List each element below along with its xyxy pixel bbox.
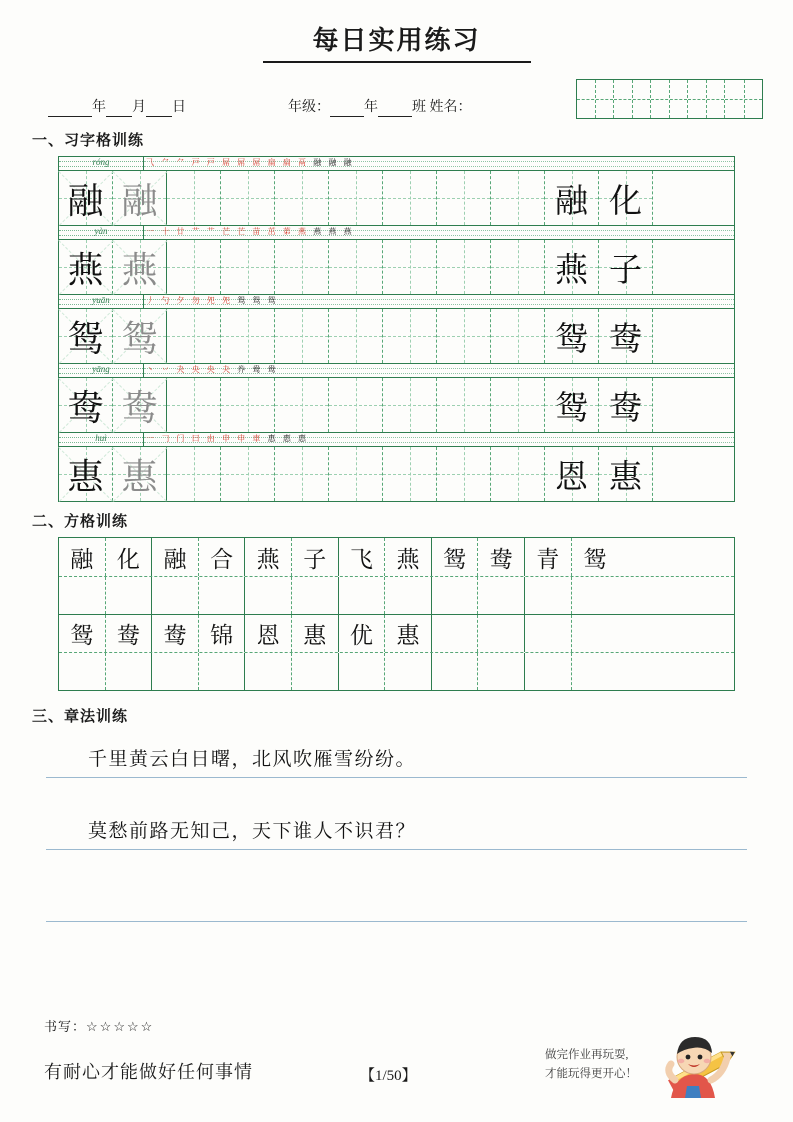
square-char: 青 xyxy=(536,546,560,572)
square-cell-blank[interactable] xyxy=(245,653,292,690)
blank-cell[interactable] xyxy=(167,378,221,432)
square-cell-blank[interactable] xyxy=(59,577,106,614)
pinyin-text: huì xyxy=(95,433,107,443)
trace-char: 融 xyxy=(121,180,158,221)
square-char: 优 xyxy=(349,623,373,648)
blank-cell[interactable] xyxy=(221,309,275,363)
sentence-practice-section xyxy=(46,732,747,922)
sentence-line[interactable] xyxy=(46,804,747,850)
square-cell xyxy=(152,615,199,652)
square-cell xyxy=(478,538,525,576)
pinyin-cell xyxy=(59,433,144,446)
square-cell xyxy=(245,615,292,652)
square-cell xyxy=(245,538,292,576)
square-cell xyxy=(339,615,386,652)
page-title: 每日实用练习 xyxy=(312,26,481,55)
square-cell-blank[interactable] xyxy=(385,577,432,614)
square-cell xyxy=(199,538,246,576)
square-cell xyxy=(432,538,479,576)
word-char: 鸳 xyxy=(555,390,588,427)
square-cell-blank[interactable] xyxy=(572,615,619,652)
word-char: 鸳 xyxy=(555,321,588,358)
header-row xyxy=(30,73,763,121)
square-cell-blank[interactable] xyxy=(478,615,525,652)
word-cell xyxy=(545,171,599,225)
trace-char-cell[interactable] xyxy=(113,240,167,294)
name-grid-cell[interactable] xyxy=(725,80,762,118)
square-cell xyxy=(525,538,572,576)
square-cell-blank[interactable] xyxy=(525,615,572,652)
section-3-heading: 三、章法训练 xyxy=(32,709,129,725)
square-char: 惠 xyxy=(303,623,327,648)
blank-cell[interactable] xyxy=(491,378,545,432)
square-grid-row xyxy=(59,614,734,652)
square-char: 融 xyxy=(70,546,94,572)
blank-cell[interactable] xyxy=(437,447,491,501)
pinyin-cell xyxy=(59,364,144,377)
date-day-blank[interactable] xyxy=(146,100,172,117)
blank-cells[interactable] xyxy=(167,378,734,432)
trace-char-cell[interactable] xyxy=(113,171,167,225)
square-grid-row xyxy=(59,538,734,576)
word-cell xyxy=(545,240,599,294)
blank-cell[interactable] xyxy=(167,447,221,501)
square-cell-blank[interactable] xyxy=(245,577,292,614)
blank-cell[interactable] xyxy=(437,240,491,294)
model-char: 融 xyxy=(67,180,104,221)
blank-cell[interactable] xyxy=(221,171,275,225)
name-grid-cell[interactable] xyxy=(688,80,725,118)
stroke-order-text: ⺄ ⺈ ⺈ 戸 戸 屌 屌 屌 扁 扁 鬲 融 融 融 xyxy=(146,158,355,167)
section-1-heading: 一、习字格训练 xyxy=(32,133,145,149)
square-char: 燕 xyxy=(256,546,280,572)
word-cell xyxy=(599,171,653,225)
square-char: 子 xyxy=(303,546,327,572)
square-cell xyxy=(59,538,106,576)
model-char: 鸯 xyxy=(67,387,104,428)
stroke-order-text: 丶 丷 夬 央 央 夬 奍 鸯 鸯 xyxy=(146,365,279,374)
pinyin-text: yàn xyxy=(94,226,108,236)
square-char: 惠 xyxy=(396,623,420,648)
blank-cell[interactable] xyxy=(491,309,545,363)
square-char: 恩 xyxy=(256,623,280,648)
date-month-blank[interactable] xyxy=(106,100,132,117)
square-grid-row-blank[interactable] xyxy=(59,576,734,614)
word-char: 鸯 xyxy=(609,321,642,358)
blank-cells[interactable] xyxy=(167,447,734,501)
blank-cell[interactable] xyxy=(437,171,491,225)
word-cell xyxy=(599,447,653,501)
word-cell xyxy=(599,378,653,432)
practice-row xyxy=(59,432,734,501)
square-cell-blank[interactable] xyxy=(292,653,339,690)
word-cell xyxy=(599,309,653,363)
square-char: 飞 xyxy=(349,546,373,572)
square-grid-section xyxy=(58,537,735,691)
trace-char-cell[interactable] xyxy=(113,378,167,432)
stroke-order-band xyxy=(144,433,734,446)
blank-cell[interactable] xyxy=(491,171,545,225)
stroke-order-band xyxy=(144,364,734,377)
date-field xyxy=(48,96,186,121)
mascot-illustration xyxy=(641,1024,753,1104)
slogan-line-1: 做完作业再玩耍, xyxy=(545,1049,629,1061)
pinyin-cell xyxy=(59,226,144,239)
word-char: 惠 xyxy=(609,459,642,496)
square-char: 锦 xyxy=(210,623,234,648)
blank-cell[interactable] xyxy=(221,240,275,294)
square-char: 鸳 xyxy=(70,623,94,648)
class-unit: 班 xyxy=(412,100,426,115)
footer-slogan xyxy=(545,1046,637,1084)
square-char: 鸳 xyxy=(443,546,467,572)
square-cell-blank[interactable] xyxy=(106,577,153,614)
word-char: 燕 xyxy=(555,252,588,289)
model-char-cell xyxy=(59,447,113,501)
pinyin-text: yāng xyxy=(92,364,110,374)
character-band xyxy=(59,447,734,501)
square-cell-blank[interactable] xyxy=(339,577,386,614)
square-cell-blank[interactable] xyxy=(478,653,525,690)
square-char: 鸯 xyxy=(116,623,140,648)
square-cell xyxy=(292,615,339,652)
blank-cell[interactable] xyxy=(221,378,275,432)
pinyin-stroke-band xyxy=(59,226,734,240)
trace-char-cell[interactable] xyxy=(113,447,167,501)
square-cell-blank[interactable] xyxy=(199,577,246,614)
grade-unit: 年 xyxy=(364,100,378,115)
model-char-cell xyxy=(59,240,113,294)
class-blank[interactable] xyxy=(378,100,412,117)
square-cell-blank[interactable] xyxy=(432,653,479,690)
sentence-text: 千里黄云白日曙，北风吹雁雪纷纷。 xyxy=(88,749,417,770)
pinyin-stroke-band xyxy=(59,295,734,309)
section-2-heading: 二、方格训练 xyxy=(32,514,129,530)
practice-row xyxy=(59,363,734,432)
square-cell xyxy=(59,615,106,652)
character-band xyxy=(59,309,734,363)
stroke-order-band xyxy=(144,226,734,239)
square-cell-blank[interactable] xyxy=(432,577,479,614)
square-cell xyxy=(385,538,432,576)
blank-cell[interactable] xyxy=(329,309,383,363)
stroke-order-text: 丿 勺 夕 勿 夗 夗 鸳 鸳 鸳 xyxy=(146,296,279,305)
model-char: 鸳 xyxy=(67,318,104,359)
word-char: 融 xyxy=(555,183,588,220)
word-cell xyxy=(545,309,599,363)
word-char: 化 xyxy=(609,183,642,220)
square-cell-blank[interactable] xyxy=(59,653,106,690)
blank-cell[interactable] xyxy=(329,378,383,432)
square-char: 鸯 xyxy=(489,546,513,572)
line-gap xyxy=(46,850,747,876)
square-cell-blank[interactable] xyxy=(339,653,386,690)
blank-cells[interactable] xyxy=(167,240,734,294)
square-cell xyxy=(292,538,339,576)
blank-cell[interactable] xyxy=(383,378,437,432)
trace-char: 惠 xyxy=(121,456,158,497)
square-cell xyxy=(572,538,619,576)
blank-cell[interactable] xyxy=(383,240,437,294)
square-cell-blank[interactable] xyxy=(152,653,199,690)
square-char: 鸳 xyxy=(583,546,607,572)
square-char: 合 xyxy=(210,546,234,572)
square-cell-blank[interactable] xyxy=(106,653,153,690)
square-cell xyxy=(106,615,153,652)
character-band xyxy=(59,240,734,294)
model-char: 惠 xyxy=(67,456,104,497)
square-cell xyxy=(385,615,432,652)
blank-cell[interactable] xyxy=(167,240,221,294)
square-char: 融 xyxy=(163,546,187,572)
name-grid-cell[interactable] xyxy=(614,80,651,118)
square-cell-blank[interactable] xyxy=(152,577,199,614)
blank-cell[interactable] xyxy=(167,309,221,363)
blank-cell[interactable] xyxy=(437,309,491,363)
trace-char-cell[interactable] xyxy=(113,309,167,363)
blank-cell[interactable] xyxy=(491,240,545,294)
blank-cells[interactable] xyxy=(167,309,734,363)
square-cell xyxy=(199,615,246,652)
word-cell xyxy=(545,447,599,501)
model-char-cell xyxy=(59,378,113,432)
sentence-line[interactable] xyxy=(46,732,747,778)
title-underline xyxy=(263,61,531,63)
date-month-label: 月 xyxy=(132,100,146,115)
model-char-cell xyxy=(59,309,113,363)
word-cell xyxy=(599,240,653,294)
practice-grid-section xyxy=(58,156,735,502)
date-day-label: 日 xyxy=(172,100,186,115)
name-label: 姓名： xyxy=(429,100,472,115)
model-char-cell xyxy=(59,171,113,225)
word-char: 鸯 xyxy=(609,390,642,427)
date-year-label: 年 xyxy=(92,100,106,115)
model-char: 燕 xyxy=(67,249,104,290)
blank-cell[interactable] xyxy=(383,309,437,363)
blank-cell[interactable] xyxy=(275,240,329,294)
trace-char: 燕 xyxy=(121,249,158,290)
footer xyxy=(30,1016,763,1108)
word-cell xyxy=(545,378,599,432)
word-char: 恩 xyxy=(555,459,588,496)
blank-cell[interactable] xyxy=(167,171,221,225)
square-cell-blank[interactable] xyxy=(385,653,432,690)
practice-row xyxy=(59,157,734,225)
blank-cell[interactable] xyxy=(221,447,275,501)
pinyin-cell xyxy=(59,157,144,170)
stroke-order-text: 一 十 廿 艹 艹 芒 芒 苗 茁 苐 燕 燕 燕 燕 xyxy=(146,227,355,236)
blank-cell[interactable] xyxy=(329,447,383,501)
square-grid-row-blank[interactable] xyxy=(59,652,734,690)
square-cell-blank[interactable] xyxy=(525,577,572,614)
pinyin-cell xyxy=(59,295,144,308)
square-cell xyxy=(339,538,386,576)
grade-label: 年级： xyxy=(288,100,330,115)
square-cell xyxy=(152,538,199,576)
sentence-line-blank[interactable] xyxy=(46,876,747,922)
blank-cell[interactable] xyxy=(275,309,329,363)
grade-class-name-field xyxy=(288,96,472,121)
page-number: 【1/50】 xyxy=(360,1068,417,1084)
date-year-blank[interactable] xyxy=(48,100,92,117)
pinyin-stroke-band xyxy=(59,433,734,447)
practice-row xyxy=(59,294,734,363)
grade-blank[interactable] xyxy=(330,100,364,117)
name-grid-cell[interactable] xyxy=(577,80,614,118)
square-cell-blank[interactable] xyxy=(572,577,619,614)
practice-row xyxy=(59,225,734,294)
write-rating xyxy=(44,1016,154,1035)
square-cell-blank[interactable] xyxy=(478,577,525,614)
blank-cell[interactable] xyxy=(275,378,329,432)
square-cell-blank[interactable] xyxy=(525,653,572,690)
blank-cell[interactable] xyxy=(437,378,491,432)
name-write-grid[interactable] xyxy=(576,79,763,119)
stroke-order-band xyxy=(144,295,734,308)
stroke-order-text: 一 𠃌 门 曰 由 申 申 車 惠 惠 惠 xyxy=(146,434,309,443)
slogan-line-2: 才能玩得更开心！ xyxy=(545,1068,637,1080)
square-cell xyxy=(106,538,153,576)
blank-cell[interactable] xyxy=(275,171,329,225)
character-band xyxy=(59,378,734,432)
stroke-order-band xyxy=(144,157,734,170)
square-char: 燕 xyxy=(396,546,420,572)
blank-cell[interactable] xyxy=(383,171,437,225)
square-char: 鸯 xyxy=(163,623,187,648)
blank-cell[interactable] xyxy=(329,171,383,225)
trace-char: 鸳 xyxy=(121,318,158,359)
pinyin-text: róng xyxy=(92,157,110,167)
pinyin-stroke-band xyxy=(59,364,734,378)
square-cell-blank[interactable] xyxy=(572,653,619,690)
star-rating[interactable]: ☆☆☆☆☆ xyxy=(86,1019,155,1034)
footer-motto: 有耐心才能做好任何事情 xyxy=(44,1062,253,1082)
pinyin-stroke-band xyxy=(59,157,734,171)
blank-cells[interactable] xyxy=(167,171,734,225)
write-label: 书写： xyxy=(44,1019,87,1034)
square-char: 化 xyxy=(116,546,140,572)
sentence-text: 莫愁前路无知己，天下谁人不识君？ xyxy=(88,821,417,842)
square-cell-blank[interactable] xyxy=(432,615,479,652)
blank-cell[interactable] xyxy=(329,240,383,294)
blank-cell[interactable] xyxy=(275,447,329,501)
pinyin-text: yuān xyxy=(92,295,110,305)
square-cell-blank[interactable] xyxy=(199,653,246,690)
trace-char: 鸯 xyxy=(121,387,158,428)
square-cell-blank[interactable] xyxy=(292,577,339,614)
name-grid-cell[interactable] xyxy=(651,80,688,118)
character-band xyxy=(59,171,734,225)
blank-cell[interactable] xyxy=(491,447,545,501)
blank-cell[interactable] xyxy=(383,447,437,501)
word-char: 子 xyxy=(609,252,642,289)
line-gap xyxy=(46,778,747,804)
